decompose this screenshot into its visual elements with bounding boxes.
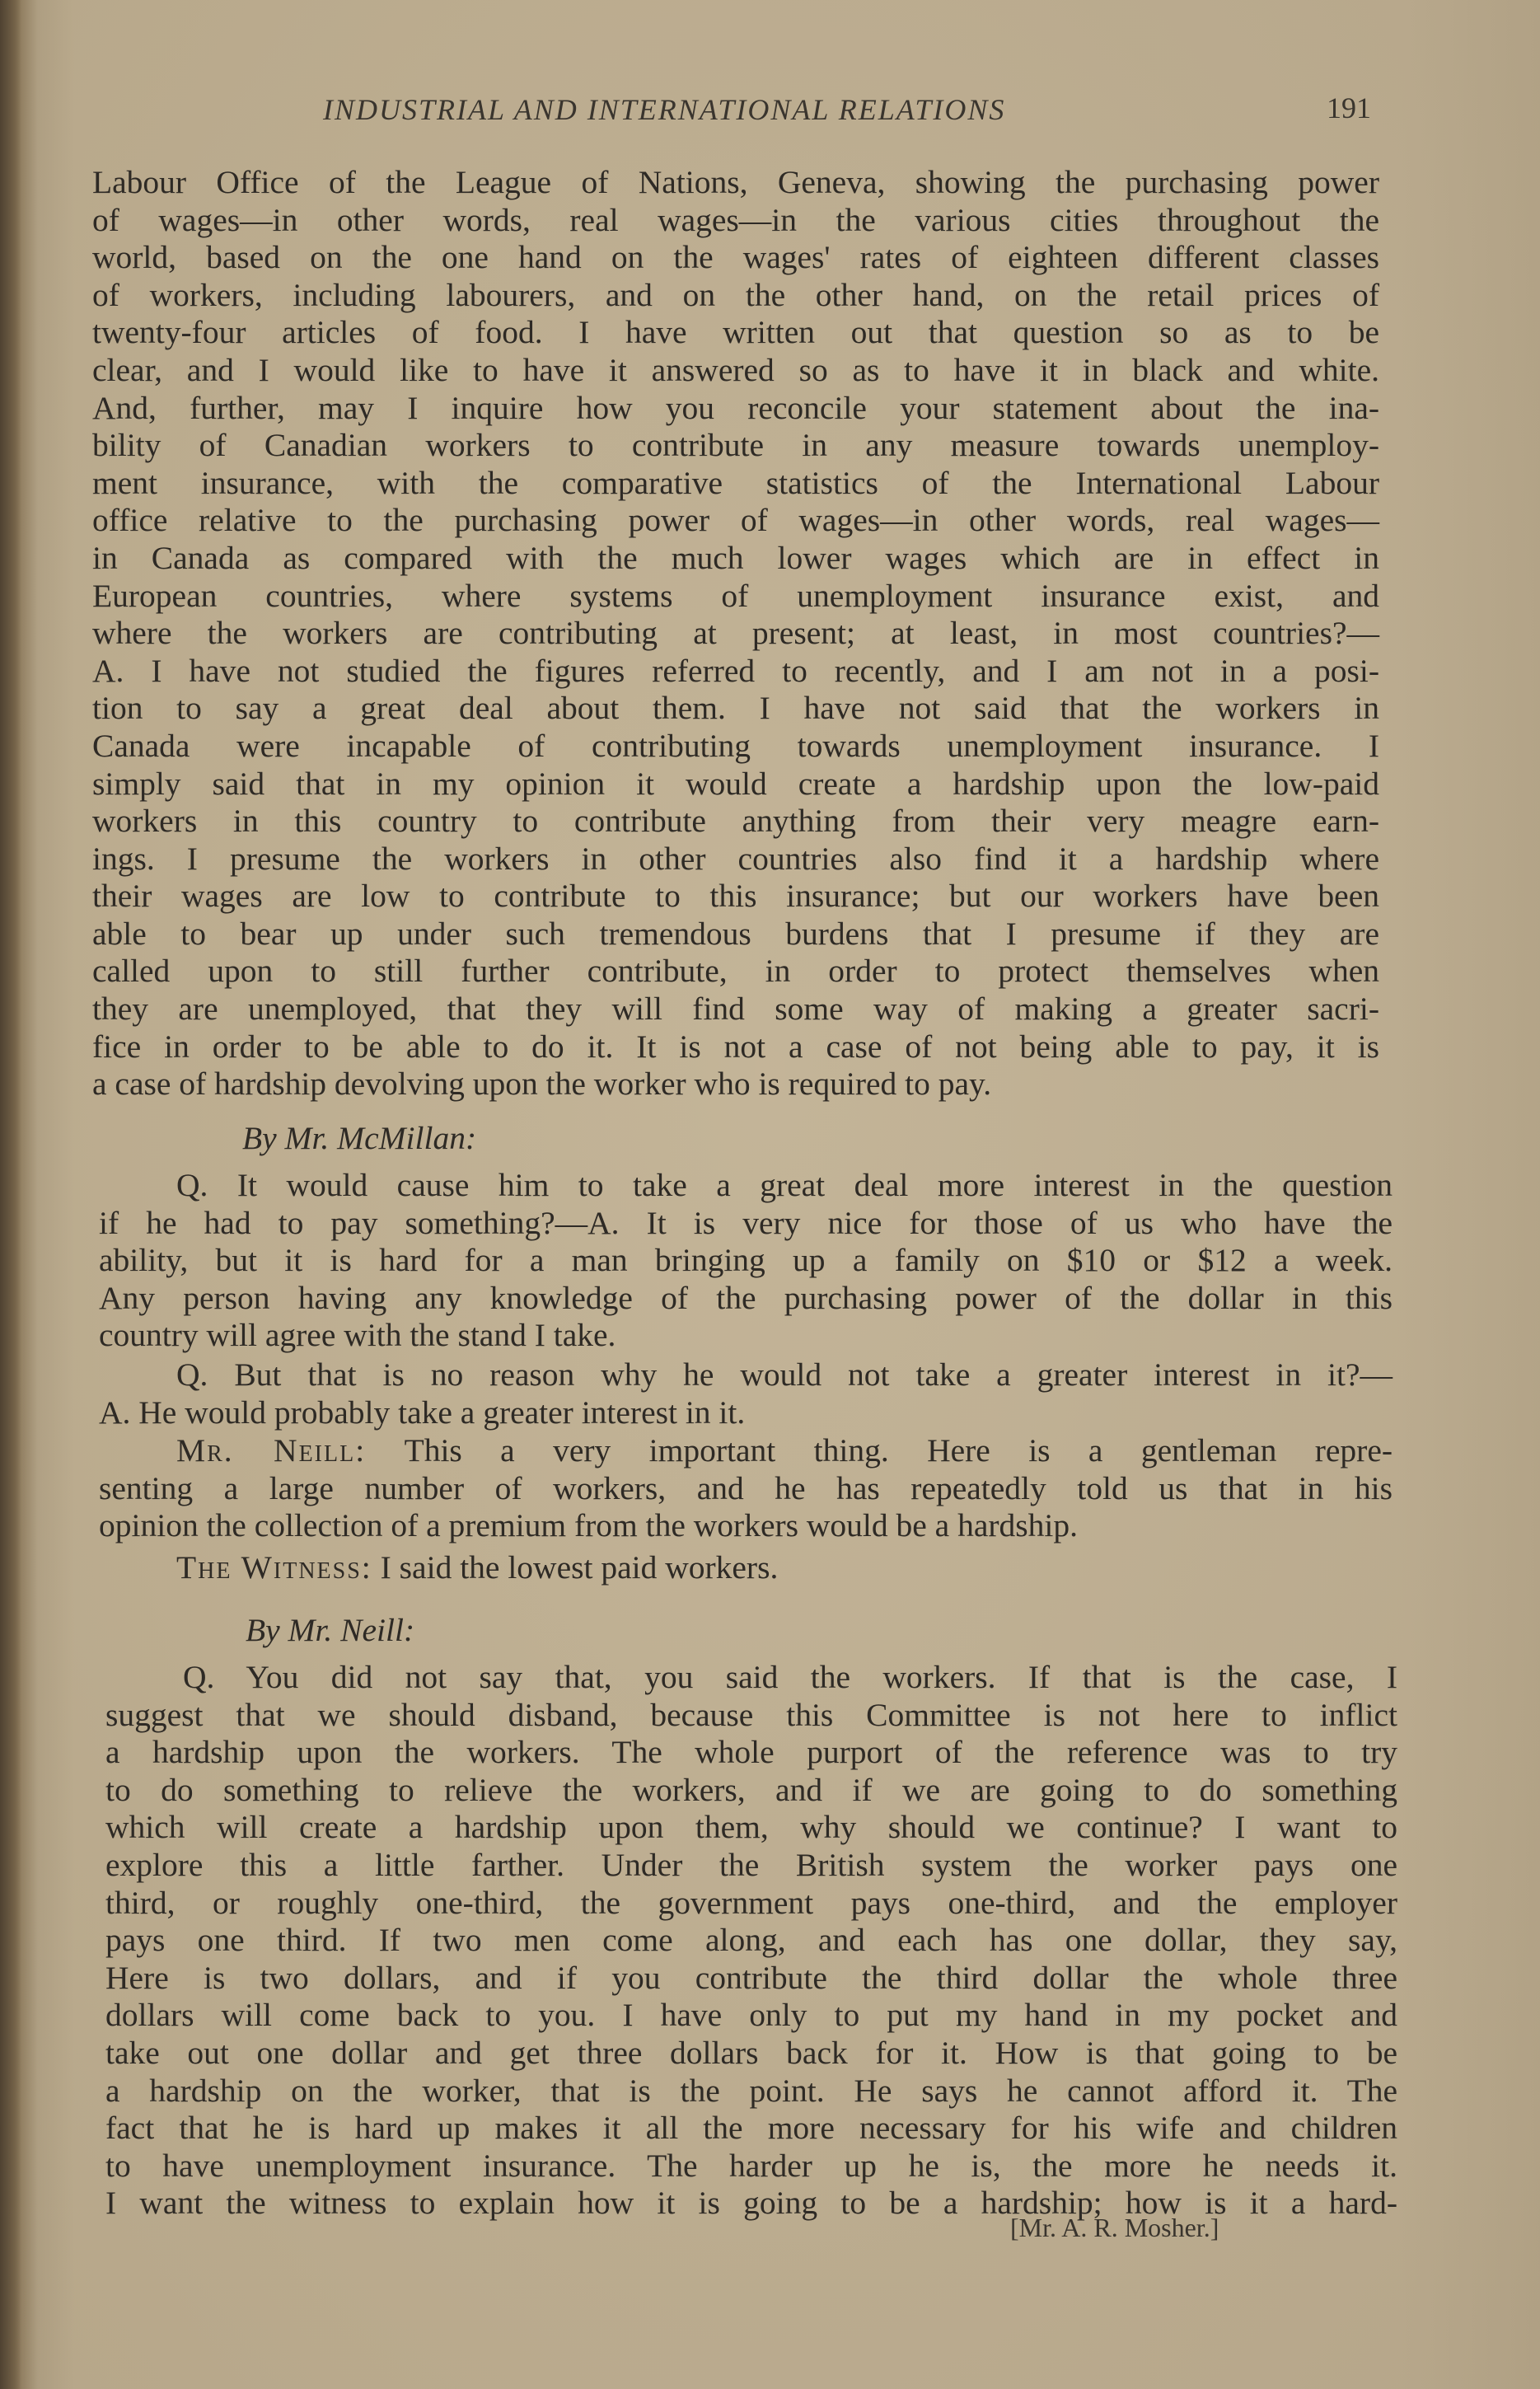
text-line: twenty-four articles of food. I have written out that question so as to be xyxy=(92,314,1379,351)
text-line: which will create a hardship upon them, why should we continue? I want to xyxy=(105,1809,1397,1846)
text-line: world, based on the one hand on the wages' rates of eighteen different classes xyxy=(92,239,1379,276)
text-line: ings. I presume the workers in other countries also find it a hardship where xyxy=(92,840,1379,877)
text-line: simply said that in my opinion it would create a hardship upon the low-paid xyxy=(92,765,1379,802)
page-number: 191 xyxy=(1327,91,1371,124)
neill-statement-line: This a very important thing. Here is a gentleman repre- xyxy=(404,1432,1393,1469)
text-line: if he had to pay something?—A. It is very nice for those of us who have the xyxy=(99,1204,1393,1241)
text-line xyxy=(99,1432,1393,1470)
text-line: a case of hardship devolving upon the worker who is required to pay. xyxy=(92,1066,992,1103)
text-line: office relative to the purchasing power of wages—in other words, real wages— xyxy=(92,502,1379,539)
text-line: dollars will come back to you. I have only to put my hand in my pocket and xyxy=(105,1997,1397,2034)
text-line: their wages are low to contribute to this insurance; but our workers have been xyxy=(92,878,1379,915)
text-line: Any person having any knowledge of the purchasing power of the dollar in this xyxy=(99,1279,1393,1316)
text-line: of workers, including labourers, and on the other hand, on the retail prices of xyxy=(92,276,1379,313)
text-line: I want the witness to explain how it is going to be a hardship; how is it a hard- xyxy=(105,2185,1397,2222)
speaker-label-witness: The Witness: xyxy=(176,1549,372,1586)
text-line: Here is two dollars, and if you contribute the third dollar the whole three xyxy=(105,1959,1397,1996)
text-line: clear, and I would like to have it answered so as to have it in black and white. xyxy=(92,351,1379,388)
text-line: ability, but it is hard for a man bringing up a family on $10 or $12 a week. xyxy=(99,1242,1393,1279)
text-line: explore this a little farther. Under the British system the worker pays one xyxy=(105,1846,1397,1883)
witness-statement: I said the lowest paid workers. xyxy=(380,1549,779,1586)
text-line: pays one third. If two men come along, and each has one dollar, they say, xyxy=(105,1922,1397,1959)
text-line: ment insurance, with the comparative statistics of the International Labour xyxy=(92,464,1379,501)
paragraph-question-answer xyxy=(92,164,1379,1103)
text-line: bility of Canadian workers to contribute in any measure towards unemploy- xyxy=(92,427,1379,464)
text-line: opinion the collection of a premium from the workers would be a hardship. xyxy=(99,1507,1078,1544)
text-line xyxy=(99,1549,1393,1587)
text-line: Q. But that is no reason why he would not take a greater interest in it?— xyxy=(176,1356,1393,1393)
speaker-label-neill: Mr. Neill: xyxy=(176,1432,367,1469)
text-line: to have unemployment insurance. The harder up he is, the more he needs it. xyxy=(105,2147,1397,2184)
text-line: a hardship upon the workers. The whole purport of the reference was to try xyxy=(105,1734,1397,1771)
text-line: workers in this country to contribute anything from their very meagre earn- xyxy=(92,803,1379,840)
paragraph-mcmillan-question xyxy=(99,1167,1393,1355)
paragraph-second-question xyxy=(99,1356,1393,1431)
text-line: fice in order to be able to do it. It is not a case of not being able to pay, it is xyxy=(92,1028,1379,1065)
text-line: And, further, may I inquire how you reconcile your statement about the ina- xyxy=(92,389,1379,426)
text-line: take out one dollar and get three dollars back for it. How is that going to be xyxy=(105,2034,1397,2071)
text-line: A. He would probably take a greater interest in it. xyxy=(99,1394,746,1431)
heading-by-mr-mcmillan: By Mr. McMillan: xyxy=(242,1120,477,1156)
text-line: of wages—in other words, real wages—in the various cities throughout the xyxy=(92,201,1379,238)
running-title: INDUSTRIAL AND INTERNATIONAL RELATIONS xyxy=(323,93,1006,126)
paragraph-witness-statement xyxy=(99,1549,1393,1587)
text-line: European countries, where systems of unemployment insurance exist, and xyxy=(92,577,1379,614)
text-line: country will agree with the stand I take. xyxy=(99,1317,616,1354)
text-line: Labour Office of the League of Nations, Geneva, showing the purchasing power xyxy=(92,164,1379,200)
text-line: tion to say a great deal about them. I have not said that the workers in xyxy=(92,690,1379,727)
text-line: in Canada as compared with the much lower wages which are in effect in xyxy=(92,539,1379,576)
text-line: suggest that we should disband, because this Committee is not here to inflict xyxy=(105,1696,1397,1733)
text-line: Canada were incapable of contributing towards unemployment insurance. I xyxy=(92,727,1379,764)
text-line: a hardship on the worker, that is the point. He says he cannot afford it. The xyxy=(105,2072,1397,2109)
paragraph-neill-question xyxy=(105,1659,1397,2223)
text-line: able to bear up under such tremendous burdens that I presume if they are xyxy=(92,915,1379,952)
paragraph-neill-statement xyxy=(99,1432,1393,1545)
text-line: fact that he is hard up makes it all the more necessary for his wife and children xyxy=(105,2110,1397,2147)
text-line: to do something to relieve the workers, and if we are going to do something xyxy=(105,1771,1397,1808)
text-line: Q. It would cause him to take a great deal more interest in the question xyxy=(176,1167,1393,1203)
text-line: Q. You did not say that, you said the workers. If that is the case, I xyxy=(183,1659,1397,1695)
text-line: A. I have not studied the figures referred to recently, and I am not in a posi- xyxy=(92,652,1379,689)
speaker-attribution: [Mr. A. R. Mosher.] xyxy=(1010,2213,1219,2242)
heading-by-mr-neill: By Mr. Neill: xyxy=(246,1612,415,1648)
text-line: third, or roughly one-third, the government pays one-third, and the employer xyxy=(105,1884,1397,1921)
text-line: where the workers are contributing at present; at least, in most countries?— xyxy=(92,615,1379,652)
text-line: senting a large number of workers, and he has repeatedly told us that in his xyxy=(99,1469,1393,1506)
text-line: called upon to still further contribute, in order to protect themselves when xyxy=(92,953,1379,990)
text-line: they are unemployed, that they will find some way of making a greater sacri- xyxy=(92,991,1379,1028)
binding-edge xyxy=(0,0,21,2389)
